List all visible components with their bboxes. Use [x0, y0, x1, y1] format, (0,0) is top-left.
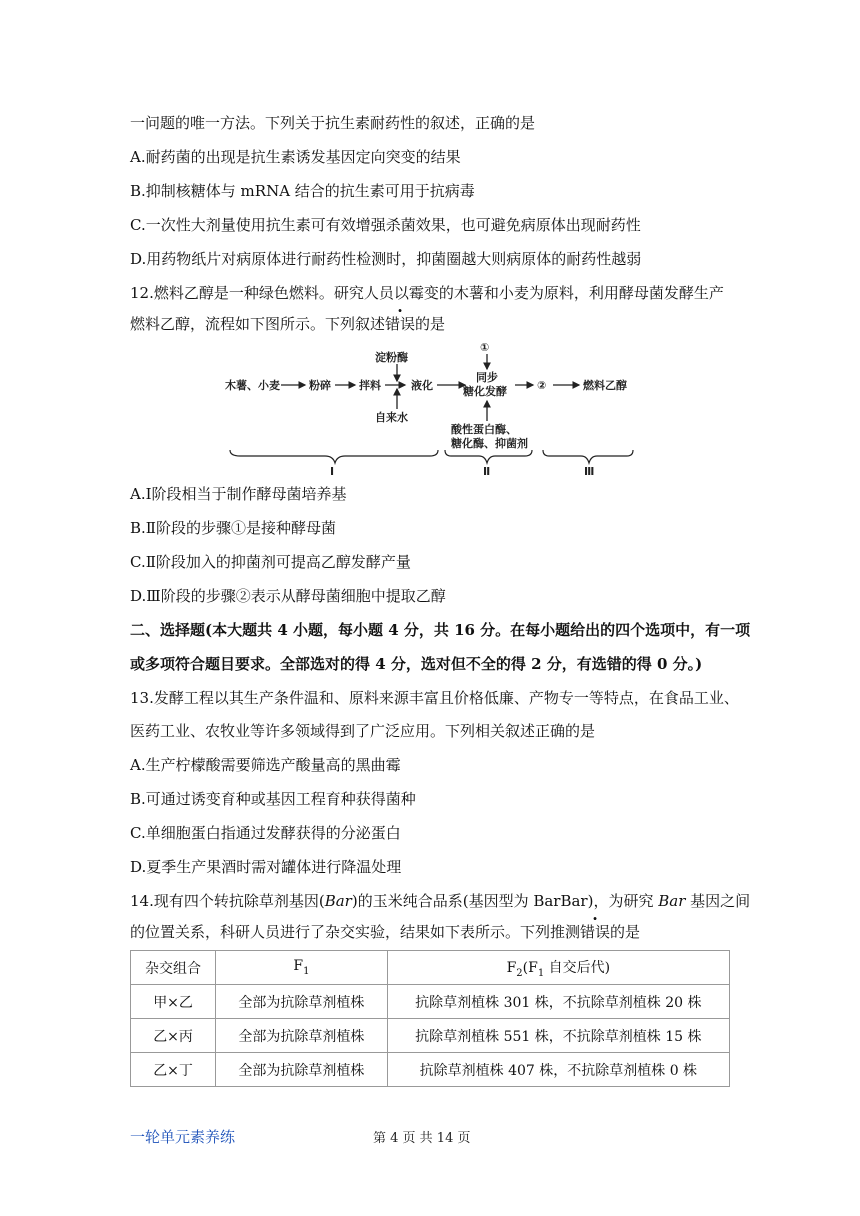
crush-label: 粉碎 [309, 379, 331, 392]
table-row [131, 985, 730, 1019]
q14-stem-line2: 的位置关系，科研人员进行了杂交实验，结果如下表所示。下列推测错误的是 [130, 923, 641, 941]
q12-option-d: D.Ⅲ阶段的步骤②表示从酵母菌细胞中提取乙醇 [130, 587, 446, 605]
q13-stem-line1: 13.发酵工程以其生产条件温和、原料来源丰富且价格低廉、产物专一等特点，在食品工业、 [130, 689, 739, 707]
q11-option-b: B.抑制核糖体与 mRNA 结合的抗生素可用于抗病毒 [130, 182, 475, 200]
stage3-label: Ⅲ [584, 465, 595, 477]
q12-emphasis: 错误 [385, 315, 416, 333]
q13-option-c: C.单细胞蛋白指通过发酵获得的分泌蛋白 [130, 824, 401, 842]
cross-results-table [130, 950, 730, 1087]
header-f1: $F_1$ [216, 951, 388, 985]
additives-label-2: 糖化酶、抑菌剂 [451, 437, 528, 450]
q13-option-b: B.可通过诱变育种或基因工程育种获得菌种 [130, 790, 416, 808]
f1-cell: 全部为抗除草剂植株 [216, 1019, 388, 1053]
f1-cell: 全部为抗除草剂植株 [216, 985, 388, 1019]
raw-material-label: 木薯、小麦 [225, 379, 280, 392]
step2-marker: ② [537, 379, 547, 392]
q12-stem-line2: 燃料乙醇，流程如下图所示。下列叙述错误的是 [130, 315, 446, 333]
q14-emphasis: 错误 [580, 923, 611, 941]
liquefy-label: 液化 [411, 379, 433, 392]
q12-option-c: C.Ⅱ阶段加入的抑菌剂可提高乙醇发酵产量 [130, 553, 411, 571]
f2-cell: 抗除草剂植株 301 株，不抗除草剂植株 20 株 [387, 985, 729, 1019]
f2-cell: 抗除草剂植株 551 株，不抗除草剂植株 15 株 [387, 1019, 729, 1053]
cross-cell: 甲×乙 [131, 985, 216, 1019]
q13-option-d: D.夏季生产果酒时需对罐体进行降温处理 [130, 858, 402, 876]
q11-option-a: A.耐药菌的出现是抗生素诱发基因定向突变的结果 [130, 148, 461, 166]
stage2-label: Ⅱ [483, 465, 491, 477]
q11-option-c: C.一次性大剂量使用抗生素可有效增强杀菌效果，也可避免病原体出现耐药性 [130, 216, 641, 234]
section2-heading-line2: 或多项符合题目要求。全部选对的得 4 分，选对但不全的得 2 分，有选错的得 0 分。) [130, 655, 703, 673]
sync-label-2: 糖化发酵 [463, 385, 507, 398]
q13-stem-line2: 医药工业、农牧业等许多领域得到了广泛应用。下列相关叙述正确的是 [130, 722, 596, 740]
ethanol-process-diagram [225, 337, 645, 477]
f2-cell: 抗除草剂植株 407 株，不抗除草剂植株 0 株 [387, 1053, 729, 1087]
step1-marker: ① [480, 341, 490, 354]
q11-stem-tail: 一问题的唯一方法。下列关于抗生素耐药性的叙述，正确的是 [130, 114, 536, 132]
table-row [131, 1019, 730, 1053]
header-f2: $F_2(F_1$ 自交后代) [387, 951, 729, 985]
q12-option-b: B.Ⅱ阶段的步骤①是接种酵母菌 [130, 519, 336, 537]
q13-option-a: A.生产柠檬酸需要筛选产酸量高的黑曲霉 [130, 756, 401, 774]
cross-cell: 乙×丁 [131, 1053, 216, 1087]
q12-option-a: A.Ⅰ阶段相当于制作酵母菌培养基 [130, 485, 347, 503]
page-number: 第 4 页 共 14 页 [373, 1131, 471, 1146]
section2-heading-line1: 二、选择题(本大题共 4 小题，每小题 4 分，共 16 分。在每小题给出的四个选项中，有一项 [130, 621, 751, 639]
q11-option-d: D.用药物纸片对病原体进行耐药性检测时，抑菌圈越大则病原体的耐药性越弱 [130, 250, 642, 268]
mix-label: 拌料 [359, 379, 381, 392]
additives-label-1: 酸性蛋白酶、 [451, 423, 517, 436]
ethanol-label: 燃料乙醇 [583, 379, 627, 392]
sync-label-1: 同步 [476, 371, 498, 384]
header-cross: 杂交组合 [131, 951, 216, 985]
water-label: 自来水 [375, 411, 408, 424]
q14-stem-line1: 14.现有四个转抗除草剂基因(Bar)的玉米纯合品系(基因型为 BarBar)，为研究 Bar 基因之间 [130, 892, 751, 910]
footer-series-link[interactable]: 一轮单元素养练 [130, 1128, 236, 1146]
stage1-label: Ⅰ [330, 465, 335, 477]
q12-stem-line1: 12.燃料乙醇是一种绿色燃料。研究人员以霉变的木薯和小麦为原料，利用酵母菌发酵生产 [130, 284, 724, 302]
cross-cell: 乙×丙 [131, 1019, 216, 1053]
table-row [131, 1053, 730, 1087]
f1-cell: 全部为抗除草剂植株 [216, 1053, 388, 1087]
amylase-label: 淀粉酶 [375, 351, 408, 364]
table-header-row [131, 951, 730, 985]
